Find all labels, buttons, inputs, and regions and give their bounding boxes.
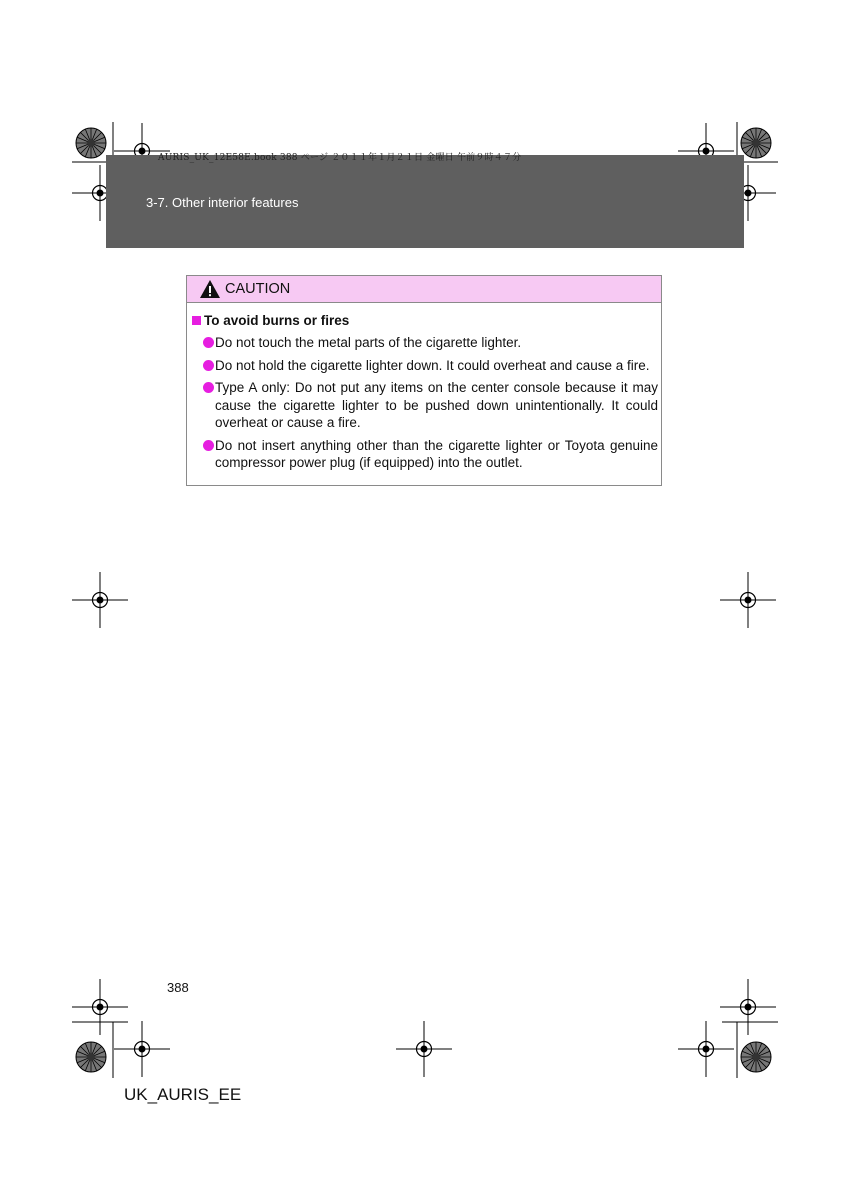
- caution-title: CAUTION: [225, 281, 291, 297]
- warning-triangle-icon: [199, 279, 221, 299]
- caution-item-text: Do not touch the metal parts of the cigarette lighter.: [215, 335, 522, 350]
- round-bullet-icon: [203, 360, 214, 371]
- caution-item: [203, 379, 658, 432]
- square-bullet-icon: [192, 316, 201, 325]
- caution-item: [203, 357, 658, 375]
- print-stamp: AURIS_UK_12E58E.book 388 ページ ２０１１年１月２１日 金曜日 午前９時４７分: [158, 153, 522, 163]
- caution-item: [203, 334, 658, 352]
- section-title: 3-7. Other interior features: [146, 195, 299, 210]
- caution-topic-text: To avoid burns or fires: [204, 313, 350, 328]
- round-bullet-icon: [203, 337, 214, 348]
- page-number: 388: [167, 980, 189, 995]
- footer-code: UK_AURIS_EE: [124, 1085, 242, 1104]
- caution-item: [203, 437, 658, 472]
- caution-item-text: Do not hold the cigarette lighter down. It could overheat and cause a fire.: [215, 357, 650, 373]
- caution-topic: [192, 313, 349, 328]
- caution-box: [186, 275, 662, 486]
- caution-item-text: Type A only: Do not put any items on the center console because it may cause the cigarette lighter to be pushed down unintentionally. It could overheat or cause a fire.: [215, 380, 658, 430]
- caution-item-text: Do not insert anything other than the cigarette lighter or Toyota genuine compressor power plug (if equipped) into the outlet.: [215, 437, 658, 470]
- caution-items: [203, 334, 658, 477]
- round-bullet-icon: [203, 382, 214, 393]
- round-bullet-icon: [203, 440, 214, 451]
- caution-header: [187, 276, 661, 303]
